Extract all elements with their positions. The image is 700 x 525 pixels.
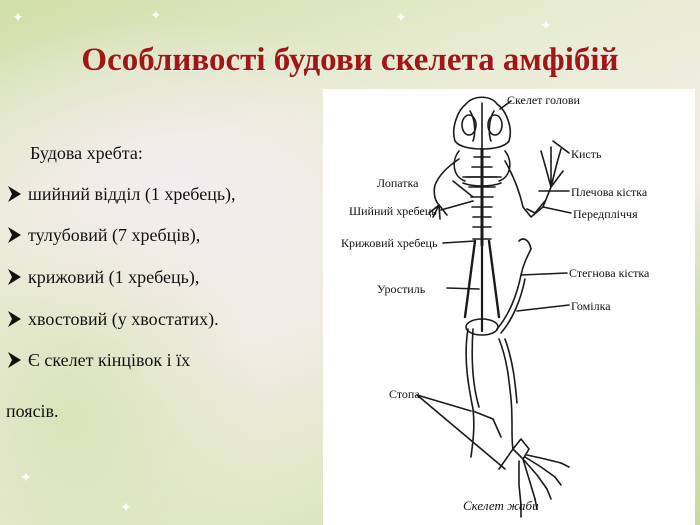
sparkle-icon: ✦ xyxy=(395,11,407,26)
arrow-bullet-icon xyxy=(6,225,24,245)
frog-skeleton-figure xyxy=(323,89,695,525)
sparkle-icon: ✦ xyxy=(540,19,552,34)
bullet-text: шийний відділ (1 хребець), xyxy=(28,184,236,204)
label-hand: Кисть xyxy=(571,147,602,161)
slide-title: Особливості будови скелета амфібій xyxy=(81,42,619,78)
label-skull: Скелет голови xyxy=(507,93,580,107)
label-sacral: Крижовий хребець xyxy=(341,236,438,250)
label-forearm: Передпліччя xyxy=(573,207,638,221)
frog-skeleton-drawing xyxy=(323,89,695,525)
bullet-continuation: поясів. xyxy=(6,401,59,421)
sparkle-icon: ✦ xyxy=(120,501,132,516)
sparkle-icon: ✦ xyxy=(12,11,24,26)
label-scapula: Лопатка xyxy=(377,176,419,190)
bullet-text: крижовий (1 хребець), xyxy=(28,267,200,287)
label-femur: Стегнова кістка xyxy=(569,266,650,280)
bullet-item xyxy=(6,181,236,207)
arrow-bullet-icon xyxy=(6,350,24,370)
sparkle-icon: ✦ xyxy=(150,9,162,24)
bullet-item xyxy=(6,306,219,332)
label-urostyle: Уростиль xyxy=(377,282,426,296)
label-humerus: Плечова кістка xyxy=(571,185,648,199)
bullet-item xyxy=(6,222,200,248)
bullet-text: Є скелет кінцівок і їх xyxy=(28,350,191,370)
bullet-text: хвостовий (у хвостатих). xyxy=(28,309,219,329)
figure-caption: Скелет жаби xyxy=(463,498,539,513)
sparkle-icon: ✦ xyxy=(20,471,32,486)
bullet-item xyxy=(6,264,199,290)
label-foot: Стопа xyxy=(389,387,420,401)
label-cervical: Шийний хребець xyxy=(349,204,437,218)
arrow-bullet-icon xyxy=(6,309,24,329)
bullet-text: тулубовий (7 хребців), xyxy=(28,225,201,245)
arrow-bullet-icon xyxy=(6,184,24,204)
label-tibia: Гомілка xyxy=(571,299,611,313)
spine-subtitle: Будова хребта: xyxy=(30,143,143,163)
arrow-bullet-icon xyxy=(6,267,24,287)
bullet-item xyxy=(6,347,190,373)
